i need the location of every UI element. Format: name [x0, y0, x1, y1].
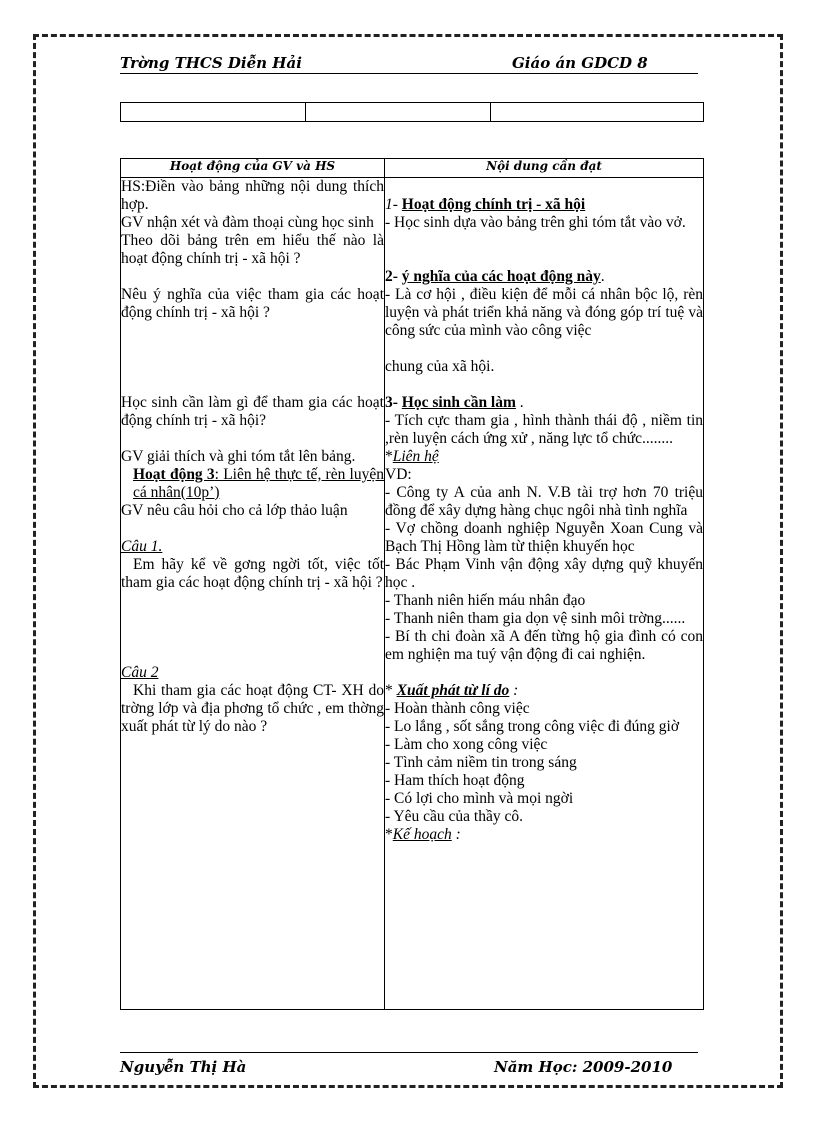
question-1-text: Em hãy kể về gơng ngời tốt, việc tốt tham gia các hoạt động chính trị - xã hội ? — [121, 555, 384, 591]
right-text: - Học sinh dựa vào bảng trên ghi tóm tắt vào vở. — [385, 213, 686, 231]
reason-item: - Ham thích hoạt động — [385, 771, 525, 789]
empty-cell — [306, 103, 491, 122]
reason-item: - Hoàn thành công việc — [385, 699, 530, 717]
reason-item: - Có lợi cho mình và mọi ngời — [385, 789, 574, 807]
lienhe-heading — [385, 448, 703, 466]
reason-item: - Tình cảm niềm tin trong sáng — [385, 753, 577, 771]
section-2-heading — [385, 268, 703, 286]
plan-title: Kế hoạch — [392, 825, 452, 843]
section-dot: . — [515, 393, 524, 411]
col-right-title: Nội dung cần đạt — [486, 159, 602, 173]
question-1-label: Câu 1. — [121, 537, 163, 555]
empty-cell — [491, 103, 704, 122]
section-number: 1- — [385, 195, 402, 213]
section-2-title: ý nghĩa của các hoạt động này — [401, 267, 601, 285]
reason-item: - Làm cho xong công việc — [385, 735, 548, 753]
reason-item: - Yêu cầu của thầy cô. — [385, 807, 523, 825]
example-item: - Vợ chồng doanh nghiệp Nguyễn Xoan Cung và Bạch Thị Hồng làm từ thiện khuyến học — [385, 519, 703, 555]
header-rule — [120, 73, 698, 74]
example-item: - Bác Phạm Vinh vận động xây dựng quỹ khuyến học . — [385, 555, 703, 591]
question-2-label: Câu 2 — [121, 663, 159, 681]
star-mark: * — [385, 681, 397, 699]
header-subject: Giáo án GDCD 8 — [512, 54, 648, 72]
reason-title: Xuất phát từ lí do — [396, 681, 510, 699]
section-3-heading — [385, 394, 703, 412]
right-text: chung của xã hội. — [385, 357, 495, 375]
reason-colon: : — [509, 681, 519, 699]
right-text: - Là cơ hội , điều kiện để mỗi cá nhân bộc lộ, rèn luyện và phát triển khả năng và đóng góp trí tuệ và công sức của mình vào công việc — [385, 285, 703, 339]
section-dot: . — [600, 267, 605, 285]
activity-3 — [121, 466, 384, 502]
section-1-title: Hoạt động chính trị - xã hội — [401, 195, 586, 213]
lesson-table — [120, 158, 704, 1010]
left-text: HS:Điền vào bảng những nội dung thích hợp. — [121, 177, 384, 213]
right-column — [385, 177, 704, 1009]
star-mark: * — [385, 825, 393, 843]
header-cell-right — [385, 159, 704, 178]
col-left-title: Hoạt động của GV và HS — [169, 159, 336, 173]
reason-heading — [385, 682, 703, 700]
footer-year: Năm Học: 2009-2010 — [494, 1058, 673, 1076]
empty-cell — [121, 103, 306, 122]
question-2-text: Khi tham gia các hoạt động CT- XH do trờng lớp và địa phơng tổ chức , em thờng xuất phát từ lý do nào ? — [121, 681, 384, 735]
lienhe-title: Liên hệ — [392, 447, 439, 465]
left-column — [121, 177, 385, 1009]
section-1-heading — [385, 196, 703, 214]
empty-info-table — [120, 102, 704, 122]
activity-3-title: Hoạt động 3 — [133, 465, 215, 483]
footer-rule — [120, 1052, 698, 1053]
left-text: Học sinh cần làm gì để tham gia các hoạt động chính trị - xã hội? — [121, 393, 384, 429]
footer-teacher: Nguyễn Thị Hà — [120, 1058, 247, 1076]
example-label: VD: — [385, 465, 412, 483]
activity-3-rest: : Liên hệ thực tế, rèn luyện cá nhân(10p’) — [133, 465, 384, 501]
left-text: Nêu ý nghĩa của việc tham gia các hoạt động chính trị - xã hội ? — [121, 285, 384, 321]
example-item: - Bí th chi đoàn xã A đến từng hộ gia đình có con em nghiện ma tuý vận động đi cai nghiện. — [385, 627, 703, 663]
example-item: - Thanh niên tham gia dọn vệ sinh môi trờng...... — [385, 609, 686, 627]
left-text: Theo dõi bảng trên em hiểu thế nào là hoạt động chính trị - xã hội ? — [121, 231, 384, 267]
left-text: GV nhận xét và đàm thoại cùng học sinh — [121, 213, 374, 231]
section-number: 3- — [385, 393, 402, 411]
star-mark: * — [385, 447, 393, 465]
plan-colon: : — [451, 825, 461, 843]
left-text: GV nêu câu hỏi cho cả lớp thảo luận — [121, 501, 348, 519]
left-text: GV giải thích và ghi tóm tắt lên bảng. — [121, 447, 356, 465]
header-school: Trờng THCS Diễn Hải — [120, 54, 302, 72]
right-text: - Tích cực tham gia , hình thành thái độ , niềm tin ,rèn luyện cách ứng xử , năng lực tổ chức........ — [385, 411, 703, 447]
example-item: - Công ty A của anh N. V.B tài trợ hơn 70 triệu đồng để xây dựng hàng chục ngôi nhà tình nghĩa — [385, 483, 703, 519]
example-item: - Thanh niên hiến máu nhân đạo — [385, 591, 586, 609]
header-cell-left — [121, 159, 385, 178]
section-3-title: Học sinh cần làm — [401, 393, 516, 411]
plan-heading — [385, 826, 703, 844]
reason-item: - Lo lắng , sốt sắng trong công việc đi đúng giờ — [385, 717, 680, 735]
section-number: 2- — [385, 267, 402, 285]
